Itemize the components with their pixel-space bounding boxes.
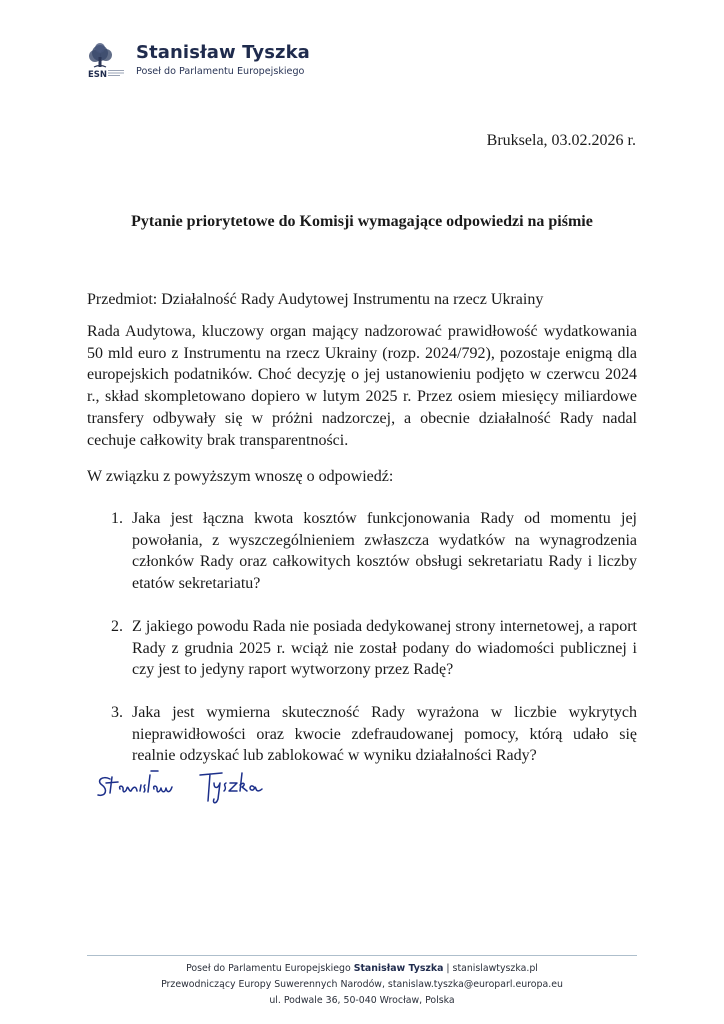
- question-number: 1.: [111, 510, 123, 527]
- questions-list: [87, 508, 637, 788]
- request-intro: W związku z powyższym wnoszę o odpowiedź:: [87, 468, 394, 485]
- footer-address: ul. Podwale 36, 50-040 Wrocław, Polska: [269, 995, 455, 1006]
- footer-website: | stanislawtyszka.pl: [443, 963, 538, 974]
- question-item: [87, 508, 637, 595]
- question-text: Jaka jest wymierna skuteczność Rady wyrażona w liczbie wykrytych nieprawidłowości oraz kwocie zdefraudowanej pomocy, którą udało się realnie odzyskać lub zablokować w wyniku działalności Rady?: [132, 703, 637, 765]
- question-text: Z jakiego powodu Rada nie posiada dedykowanej strony internetowej, a raport Rady z grudnia 2025 r. wciąż nie został podany do wiadomości publicznej i czy jest to jedyny raport wytworzony przez Radę?: [132, 617, 637, 679]
- question-number: 2.: [111, 617, 123, 635]
- mep-title: Poseł do Parlamentu Europejskiego: [136, 66, 305, 77]
- question-item: [87, 702, 637, 767]
- subject-line: Przedmiot: Działalność Rady Audytowej Instrumentu na rzecz Ukrainy: [87, 291, 544, 308]
- handwritten-signature: [92, 763, 292, 808]
- mep-name: Stanisław Tyszka: [136, 42, 310, 63]
- esn-logo: [86, 39, 128, 81]
- document-title: Pytanie priorytetowe do Komisji wymagające odpowiedzi na piśmie: [131, 213, 593, 230]
- footer: [62, 961, 662, 1009]
- tree-icon: [86, 39, 128, 81]
- question-number: 3.: [111, 703, 123, 721]
- place-date: Bruksela, 03.02.2026 r.: [486, 132, 636, 149]
- question-text: Jaka jest łączna kwota kosztów funkcjonowania Rady od momentu jej powołania, z wyszczególnieniem zwłaszcza wydatków na wynagrodzenia członków Rady oraz całkowitych kosztów obsługi sekretariatu Rady i liczby etatów sekretariatu?: [132, 510, 637, 593]
- svg-text:ESN: ESN: [88, 70, 108, 80]
- footer-line-2: Przewodniczący Europy Suwerennych Narodów, stanislaw.tyszka@europarl.europa.eu: [161, 979, 563, 990]
- signature-icon: [92, 763, 292, 808]
- body-paragraph: Rada Audytowa, kluczowy organ mający nadzorować prawidłowość wydatkowania 50 mld euro z Instrumentu na rzecz Ukrainy (rozp. 2024/792), pozostaje enigmą dla europejskich podatników. Choć decyzję o jej ustanowieniu podjęto w czerwcu 2024 r., skład skompletowano dopiero w lutym 2025 r. Przez osiem miesięcy miliardowe transfery odbywały się w próżni nadzorczej, a obecnie działalność Rady nadal cechuje całkowity brak transparentności.: [87, 323, 637, 449]
- footer-divider: [87, 955, 637, 956]
- letterhead: [86, 38, 310, 82]
- footer-name: Stanisław Tyszka: [353, 963, 444, 974]
- footer-role: Poseł do Parlamentu Europejskiego: [186, 963, 354, 974]
- question-item: [87, 616, 637, 681]
- footer-line-1: [62, 961, 662, 977]
